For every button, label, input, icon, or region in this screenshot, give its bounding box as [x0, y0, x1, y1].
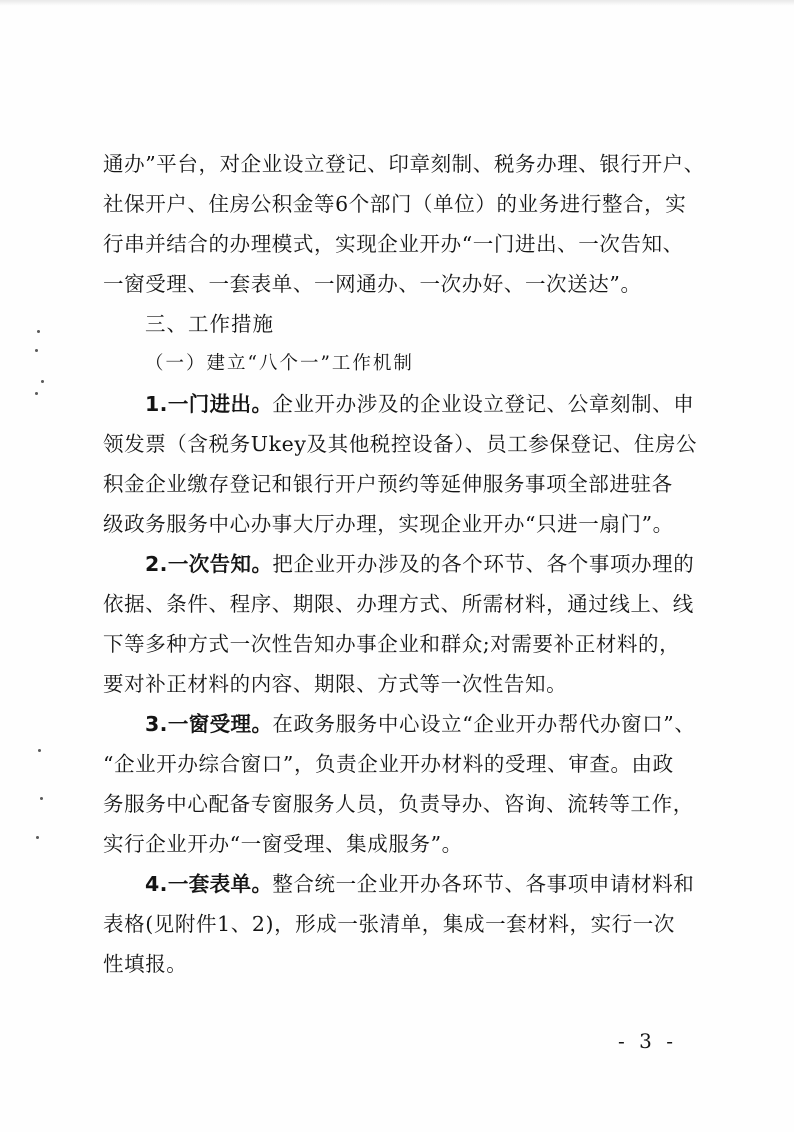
item-first-line: [145, 389, 694, 419]
item-line: 下等多种方式一次性告知办事企业和群众;对需要补正材料的，: [103, 632, 681, 656]
item-text: 在政务服务中心设立“企业开办帮代办窗口”、: [272, 712, 696, 736]
item-lead: 1.一门进出。: [145, 392, 273, 416]
subsection-heading: （一）建立“八个一”工作机制: [145, 353, 414, 374]
paragraph-line: 行串并结合的办理模式，实现企业开办“一门进出、一次告知、: [103, 232, 684, 256]
item-text: 整合统一企业开办各环节、各事项申请材料和: [272, 872, 695, 896]
item-lead: 3.一窗受理。: [145, 712, 273, 736]
section-heading: 三、工作措施: [145, 312, 274, 336]
item-line: 要对补正材料的内容、期限、方式等一次性告知。: [103, 672, 568, 696]
item-line: 级政务服务中心办事大厅办理，实现企业开办“只进一扇门”。: [103, 512, 674, 536]
scan-speck: [40, 797, 43, 800]
item-first-line: [145, 549, 694, 579]
page-number: - 3 -: [618, 1029, 677, 1053]
scan-speck: [38, 749, 41, 752]
item-line: 积金企业缴存登记和银行开户预约等延伸服务事项全部进驻各: [103, 472, 673, 496]
item-line: 务服务中心配备专窗服务人员，负责导办、咨询、流转等工作，: [103, 792, 694, 816]
item-lead: 4.一套表单。: [145, 872, 273, 896]
item-line: 领发票（含税务Ukey及其他税控设备）、员工参保登记、住房公: [103, 432, 698, 456]
scan-speck: [35, 392, 38, 395]
item-line: 实行企业开办“一窗受理、集成服务”。: [103, 832, 463, 856]
paragraph-line: 一窗受理、一套表单、一网通办、一次办好、一次送达”。: [103, 272, 642, 296]
item-line: 性填报。: [103, 952, 188, 976]
paragraph-line: 通办”平台，对企业设立登记、印章刻制、税务办理、银行开户、: [103, 152, 705, 176]
scan-speck: [37, 330, 40, 333]
scan-speck: [36, 836, 39, 839]
scan-speck: [35, 349, 38, 352]
item-text: 把企业开办涉及的各个环节、各个事项办理的: [272, 552, 695, 576]
paragraph-line: 社保开户、住房公积金等6个部门（单位）的业务进行整合，实: [103, 192, 687, 216]
item-first-line: [145, 869, 694, 899]
item-line: 表格(见附件1、2)，形成一张清单，集成一套材料，实行一次: [103, 912, 675, 936]
item-line: “企业开办综合窗口”，负责企业开办材料的受理、审查。由政: [103, 752, 674, 776]
item-line: 依据、条件、程序、期限、办理方式、所需材料，通过线上、线: [103, 592, 694, 616]
scan-top-edge: [0, 0, 794, 6]
item-lead: 2.一次告知。: [145, 552, 273, 576]
scan-speck: [41, 380, 44, 383]
item-text: 企业开办涉及的企业设立登记、公章刻制、申: [272, 392, 695, 416]
item-first-line: [145, 709, 695, 739]
